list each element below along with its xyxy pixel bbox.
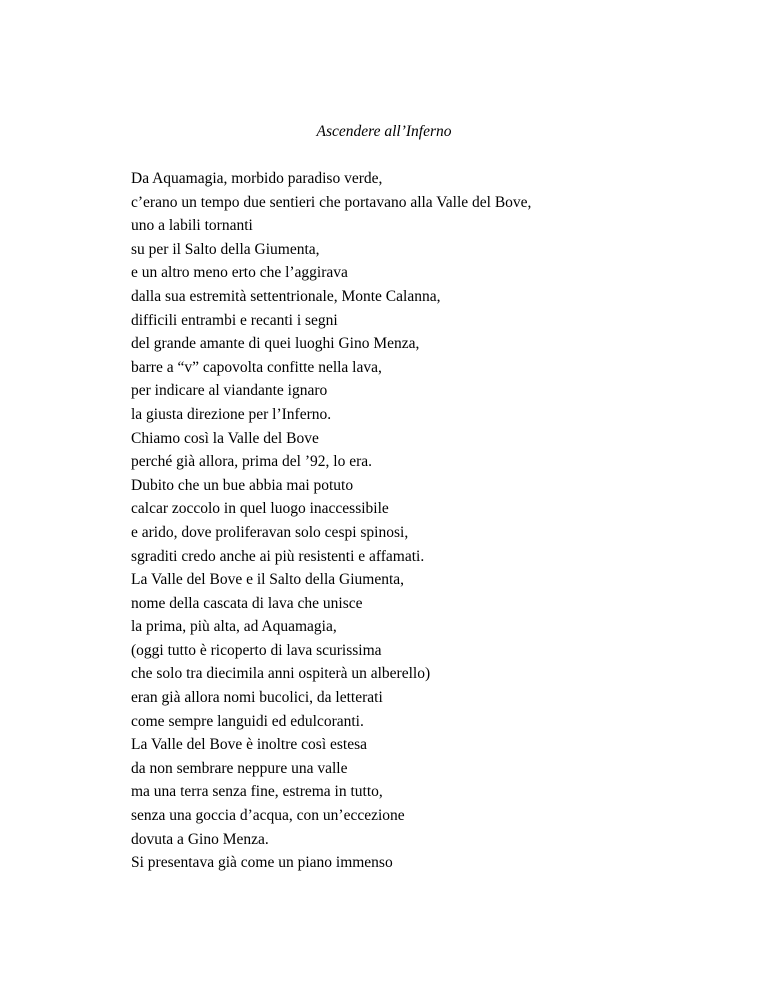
poem-line: La Valle del Bove è inoltre così estesa xyxy=(131,736,368,754)
poem-line: nome della cascata di lava che unisce xyxy=(131,594,363,612)
poem-body xyxy=(131,167,731,875)
poem-line: (oggi tutto è ricoperto di lava scurissima xyxy=(131,641,382,659)
poem-line: come sempre languidi ed edulcoranti. xyxy=(131,712,364,730)
poem-line: e un altro meno erto che l’aggirava xyxy=(131,264,348,282)
poem-line: Dubito che un bue abbia mai potuto xyxy=(131,476,354,494)
poem-line: su per il Salto della Giumenta, xyxy=(131,240,320,258)
poem-line: che solo tra diecimila anni ospiterà un alberello) xyxy=(131,665,431,683)
poem-line: Chiamo così la Valle del Bove xyxy=(131,429,319,447)
poem-line: La Valle del Bove e il Salto della Giumenta, xyxy=(131,571,405,589)
poem-line: sgraditi credo anche ai più resistenti e affamati. xyxy=(131,547,425,565)
poem-line: barre a “v” capovolta confitte nella lava, xyxy=(131,358,382,376)
poem-line: del grande amante di quei luoghi Gino Menza, xyxy=(131,335,420,353)
poem-line: per indicare al viandante ignaro xyxy=(131,382,328,400)
page-title: Ascendere all’Inferno xyxy=(316,123,452,140)
poem-line: Si presentava già come un piano immenso xyxy=(131,854,393,872)
poem-line: eran già allora nomi bucolici, da letterati xyxy=(131,689,383,707)
poem-line: dalla sua estremità settentrionale, Monte Calanna, xyxy=(131,287,441,305)
poem-line: uno a labili tornanti xyxy=(131,217,253,235)
poem-line: la giusta direzione per l’Inferno. xyxy=(131,405,332,423)
poem-line: la prima, più alta, ad Aquamagia, xyxy=(131,618,337,636)
poem-line: c’erano un tempo due sentieri che portavano alla Valle del Bove, xyxy=(131,193,532,211)
poem-line: Da Aquamagia, morbido paradiso verde, xyxy=(131,170,383,187)
poem-line: ma una terra senza fine, estrema in tutto, xyxy=(131,783,383,801)
poem-line: e arido, dove proliferavan solo cespi spinosi, xyxy=(131,523,409,541)
poem-line: dovuta a Gino Menza. xyxy=(131,830,269,848)
poem-line: calcar zoccolo in quel luogo inaccessibile xyxy=(131,500,389,518)
poem-line: senza una goccia d’acqua, con un’eccezione xyxy=(131,807,405,825)
poem-line: da non sembrare neppure una valle xyxy=(131,759,348,777)
poem-line: difficili entrambi e recanti i segni xyxy=(131,311,338,329)
poem-line: perché già allora, prima del ’92, lo era. xyxy=(131,453,372,471)
